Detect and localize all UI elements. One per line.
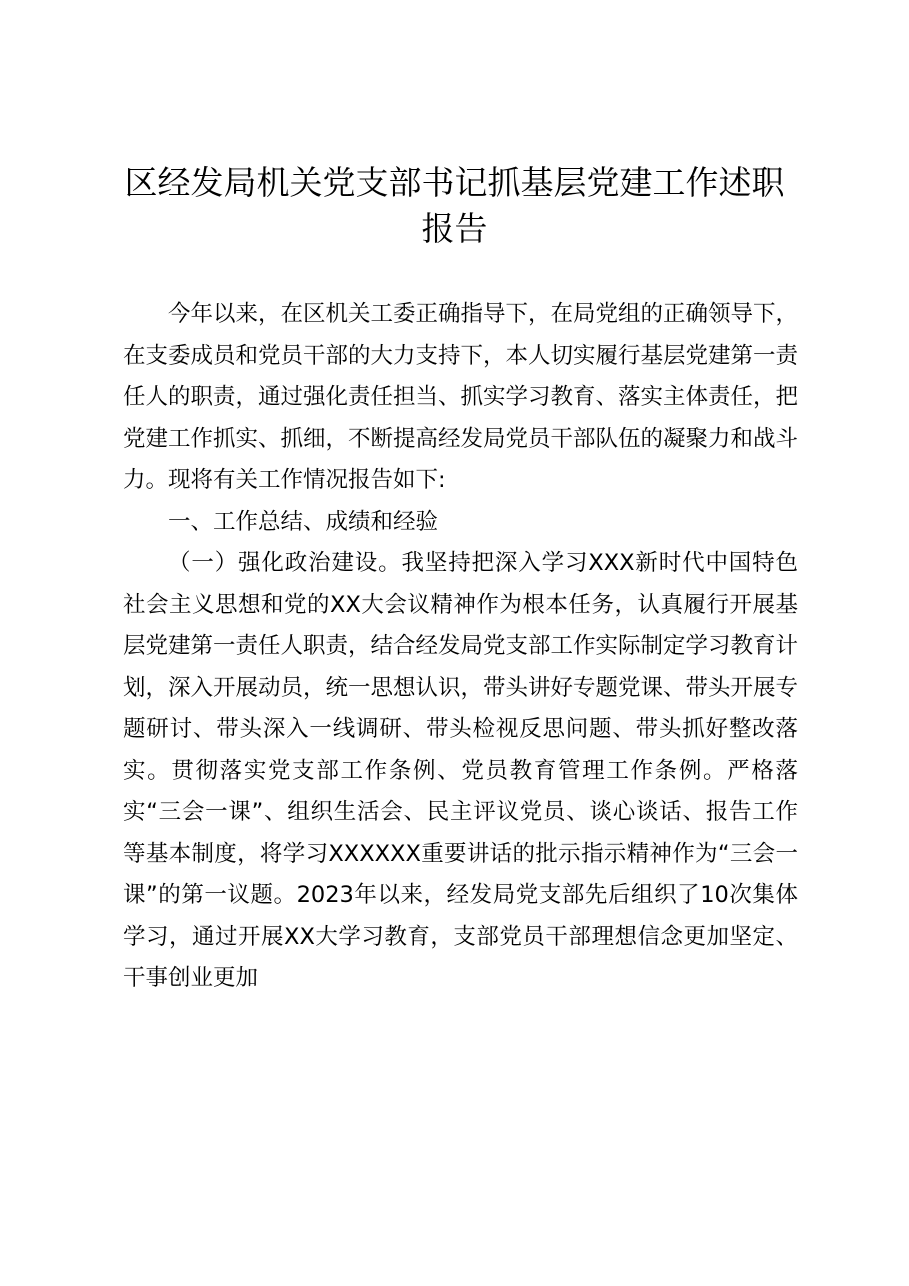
document-body — [123, 294, 798, 1000]
section-heading: 一、工作总结、成绩和经验 — [168, 508, 439, 535]
document-title: 区经发局机关党支部书记抓基层党建工作述职报告 — [124, 163, 785, 248]
paragraph-intro: 今年以来，在区机关工委正确指导下，在局党组的正确领导下，在支委成员和党员干部的大力支持下，本人切实履行基层党建第一责任人的职责，通过强化责任担当、抓实学习教育、落实主体责任，把党建工作抓实、抓细，不断提高经发局党员干部队伍的凝聚力和战斗力。现将有关工作情况报告如下: — [123, 301, 799, 493]
paragraph-political-building: （一）强化政治建设。我坚持把深入学习XXX新时代中国特色社会主义思想和党的XX大会议精神作为根本任务，认真履行开展基层党建第一责任人职责，结合经发局党支部工作实际制定学习教育计划，深入开展动员，统一思想认识，带头讲好专题党课、带头开展专题研讨、带头深入一线调研、带头检视反思问题、带头抓好整改落实。贯彻落实党支部工作条例、党员教育管理工作条例。严格落实“三会一课”、组织生活会、民主评议党员、谈心谈话、报告工作等基本制度，将学习XXXXXX重要讲话的批示指示精神作为“三会一课”的第一议题。2023年以来，经发局党支部先后组织了10次集体学习，通过开展XX大学习教育，支部党员干部理想信念更加坚定、干事创业更加 — [123, 550, 799, 991]
